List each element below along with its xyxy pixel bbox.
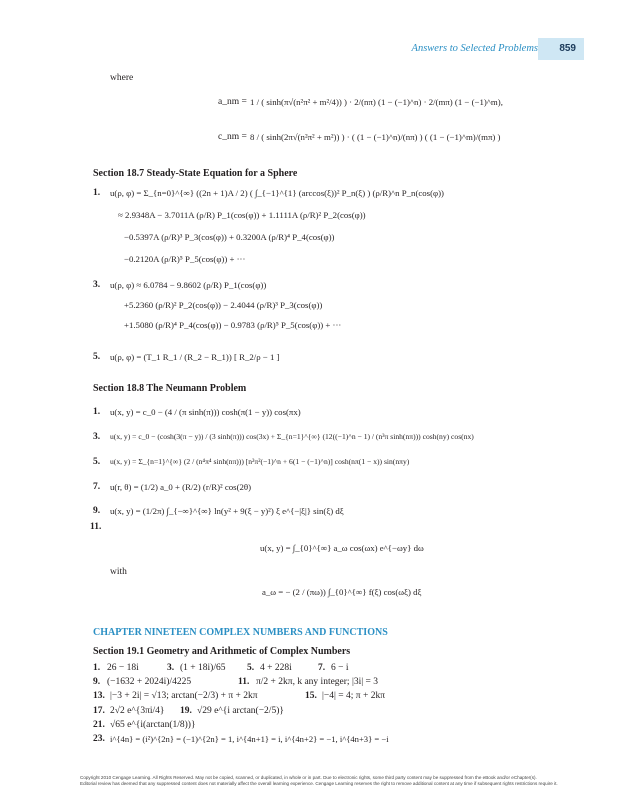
answer-line: u(ρ, φ) = Σ_{n=0}^{∞} ((2n + 1)A / 2) ( ∫_{−1}^{1} (arccos(ξ))² P_n(ξ) ) (ρ/R)^n P_n(cos(φ)) [110, 188, 444, 198]
problem-number: 3. [93, 280, 101, 290]
section-18-8-heading: Section 18.8 The Neumann Problem [93, 383, 247, 394]
where-label: where [110, 73, 134, 83]
answer-line: u(ρ, φ) = (T_1 R_1 / (R_2 − R_1)) [ R_2/ρ − 1 ] [110, 352, 280, 362]
answer-line: −0.5397A (ρ/R)³ P_3(cos(φ)) + 0.3200A (ρ/R)⁴ P_4(cos(φ)) [124, 232, 335, 242]
answer-line: u(x, y) = (1/2π) ∫_{−∞}^{∞} ln(y² + 9(ξ − y)²) ξ e^{−|ξ|} sin(ξ) dξ [110, 506, 344, 516]
problem-number: 1. [93, 407, 101, 417]
c-nm-lhs: c_nm = [218, 132, 247, 142]
page-number: 859 [559, 43, 576, 54]
answer-line: u(r, θ) = (1/2) a_0 + (R/2) (r/R)² cos(2θ) [110, 482, 252, 492]
problem-number: 7. [318, 663, 326, 673]
problem-number: 19. [180, 706, 192, 716]
answer-line: √65 e^{i(arctan(1/8))} [110, 720, 196, 730]
problem-number: 5. [93, 457, 101, 467]
footer-line: Editorial review has deemed that any suppressed content does not materially affect the overall learning experience. Cengage Learning reserves the right to remove additional content at any time if subsequent rights restrictions require it. [80, 781, 558, 787]
answer-line: |−4| = 4; π + 2kπ [322, 691, 385, 701]
answer-line: u(x, y) = c_0 − (cosh(3(π − y)) / (3 sinh(π))) cos(3x) + Σ_{n=1}^{∞} (12((−1)^n − 1) / (n³π sinh(nπ))) cosh(ny) cos(nx) [110, 432, 474, 441]
running-header [0, 38, 622, 60]
answer-line: 2√2 e^{3πi/4} [110, 706, 165, 716]
problem-number: 11. [90, 522, 102, 532]
with-label: with [110, 567, 127, 577]
problem-number: 1. [93, 663, 101, 673]
problem-number: 9. [93, 506, 101, 516]
problem-number: 3. [93, 432, 101, 442]
problem-number: 9. [93, 677, 101, 687]
answer-line: −0.2120A (ρ/R)⁵ P_5(cos(φ)) + ··· [124, 254, 246, 264]
answer-line: 4 + 228i [260, 663, 292, 673]
answer-line: u(x, y) = c_0 − (4 / (π sinh(π))) cosh(π(1 − y)) cos(πx) [110, 407, 301, 417]
answer-line: π/2 + 2kπ, k any integer; |3i| = 3 [256, 677, 378, 687]
problem-number: 5. [247, 663, 255, 673]
copyright-footer [80, 775, 558, 787]
chapter-19-heading: CHAPTER NINETEEN COMPLEX NUMBERS AND FUNCTIONS [93, 627, 388, 638]
problem-number: 5. [93, 352, 101, 362]
problem-number: 11. [238, 677, 250, 687]
problem-number: 23. [93, 734, 105, 744]
problem-number: 21. [93, 720, 105, 730]
problem-number: 15. [305, 691, 317, 701]
section-18-7-heading: Section 18.7 Steady-State Equation for a Sphere [93, 168, 298, 179]
footer-line: Copyright 2010 Cengage Learning. All Rights Reserved. May not be copied, scanned, or duplicated, in whole or in part. Due to electronic rights, some third party content may be suppressed from the eBook and/or eChapter(s). [80, 775, 537, 780]
problem-number: 7. [93, 482, 101, 492]
problem-number: 17. [93, 706, 105, 716]
answer-line: u(x, y) = Σ_{n=1}^{∞} (2 / (n⁴π⁴ sinh(nπ))) [n²π²(−1)^n + 6(1 − (−1)^n)] cosh(nπ(1 − x)) sin(nπy) [110, 457, 410, 466]
answer-line: (−1632 + 2024i)/4225 [107, 677, 192, 687]
answer-line: i^{4n} = (i²)^{2n} = (−1)^{2n} = 1, i^{4n+1} = i, i^{4n+2} = −1, i^{4n+3} = −i [110, 734, 389, 744]
answer-line: u(ρ, φ) ≈ 6.0784 − 9.8602 (ρ/R) P_1(cos(φ)) [110, 280, 267, 290]
problem-number: 13. [93, 691, 105, 701]
answer-line: ≈ 2.9348A − 3.7011A (ρ/R) P_1(cos(φ)) + 1.1111A (ρ/R)² P_2(cos(φ)) [118, 210, 366, 220]
answer-line: √29 e^{i arctan(−2/5)} [197, 706, 284, 716]
a-nm-lhs: a_nm = [218, 97, 247, 107]
answer-line: +5.2360 (ρ/R)² P_2(cos(φ)) − 2.4044 (ρ/R)³ P_3(cos(φ)) [124, 300, 323, 310]
running-title: Answers to Selected Problems [411, 43, 538, 54]
answer-line: (1 + 18i)/65 [180, 663, 226, 673]
answer-line: +1.5080 (ρ/R)⁴ P_4(cos(φ)) − 0.9783 (ρ/R)⁵ P_5(cos(φ)) + ··· [124, 320, 342, 330]
answer-line: |−3 + 2i| = √13; arctan(−2/3) + π + 2kπ [110, 691, 258, 701]
problem-number: 1. [93, 188, 101, 198]
c-nm-formula: 8 / ( sinh(2π√(n²π² + m²)) ) · ( (1 − (−1)^n)/(nπ) ) ( (1 − (−1)^m)/(mπ) ) [250, 132, 501, 142]
answer-line: u(x, y) = ∫_{0}^{∞} a_ω cos(ωx) e^{−ωy} dω [260, 543, 424, 553]
answer-line: a_ω = − (2 / (πω)) ∫_{0}^{∞} f(ξ) cos(ωξ) dξ [262, 587, 422, 597]
a-nm-formula: 1 / ( sinh(π√(n²π² + m²/4)) ) · 2/(nπ) (1 − (−1)^n) · 2/(mπ) (1 − (−1)^m), [250, 97, 503, 107]
section-19-1-heading: Section 19.1 Geometry and Arithmetic of Complex Numbers [93, 646, 351, 657]
answer-line: 6 − i [331, 663, 349, 673]
answer-line: 26 − 18i [107, 663, 139, 673]
problem-number: 3. [167, 663, 175, 673]
